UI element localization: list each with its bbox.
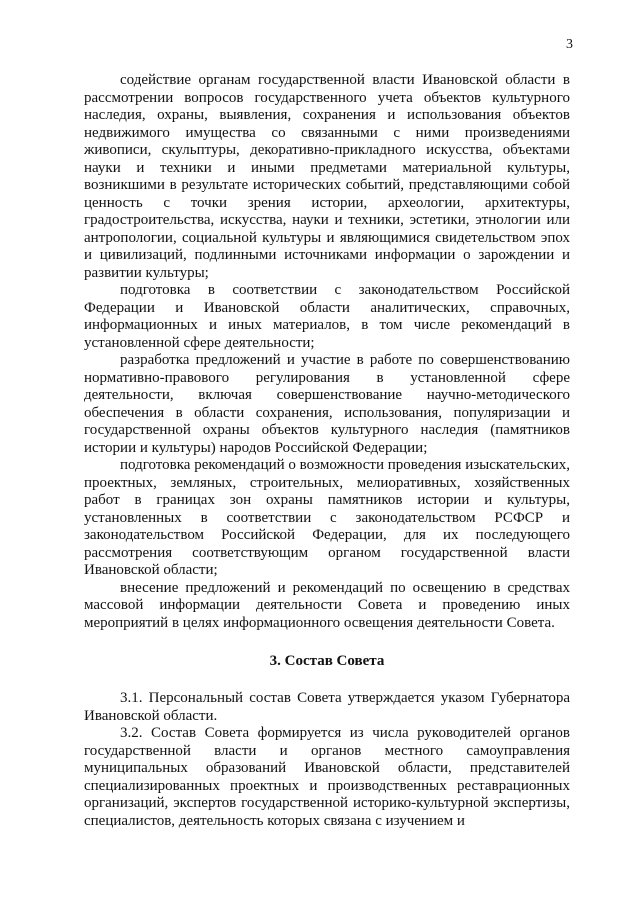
section-paragraph: 3.2. Состав Совета формируется из числа руководителей органов государственной власти и органов местного самоуправления муниципальных образований Ивановской области, представителей специализированных проектных и производственных реставрационных организаций, экспертов государственной историко-культурной экспертизы, специалистов, деятельность которых связана с изучением и	[84, 725, 570, 829]
list-item: разработка предложений и участие в работе по совершенствованию нормативно-правового регулирования в установленной сфере деятельности, включая совершенствование научно-методического обеспечения в области сохранения, использования, популяризации и государственной охраны объектов культурного наследия (памятников истории и культуры) народов Российской Федерации;	[84, 352, 570, 456]
list-item: внесение предложений и рекомендаций по освещению в средствах массовой информации деятельности Совета и проведению иных мероприятий в целях информационного освещения деятельности Совета.	[84, 579, 570, 631]
list-item: содействие органам государственной власти Ивановской области в рассмотрении вопросов государственного учета объектов культурного наследия, охраны, выявления, сохранения и использования объектов недвижимого имущества со связанными с ними произведениями живописи, скульптуры, декоративно-прикладного искусства, объектами науки и техники и иными предметами материальной культуры, возникшими в результате исторических событий, представляющими собой ценность с точки зрения истории, археологии, архитектуры, градостроительства, искусства, науки и техники, эстетики, этнологии или антропологии, социальной культуры и являющимися свидетельством эпох и цивилизаций, подлинными источниками информации о зарождении и развитии культуры;	[84, 72, 570, 281]
section-paragraph: 3.1. Персональный состав Совета утверждается указом Губернатора Ивановской области.	[84, 690, 570, 724]
document-body	[84, 72, 570, 830]
page-number: 3	[566, 37, 573, 52]
section-heading: 3. Состав Совета	[269, 653, 385, 669]
list-item: подготовка рекомендаций о возможности проведения изыскательских, проектных, земляных, строительных, мелиоративных, хозяйственных работ в границах зон охраны памятников истории и культуры, установленных в соответствии с законодательством РСФСР и законодательством Российской Федерации, для их последующего рассмотрения соответствующим органом государственной власти Ивановской области;	[84, 457, 570, 578]
list-item: подготовка в соответствии с законодательством Российской Федерации и Ивановской области аналитических, справочных, информационных и иных материалов, в том числе рекомендаций в установленной сфере деятельности;	[84, 282, 570, 351]
